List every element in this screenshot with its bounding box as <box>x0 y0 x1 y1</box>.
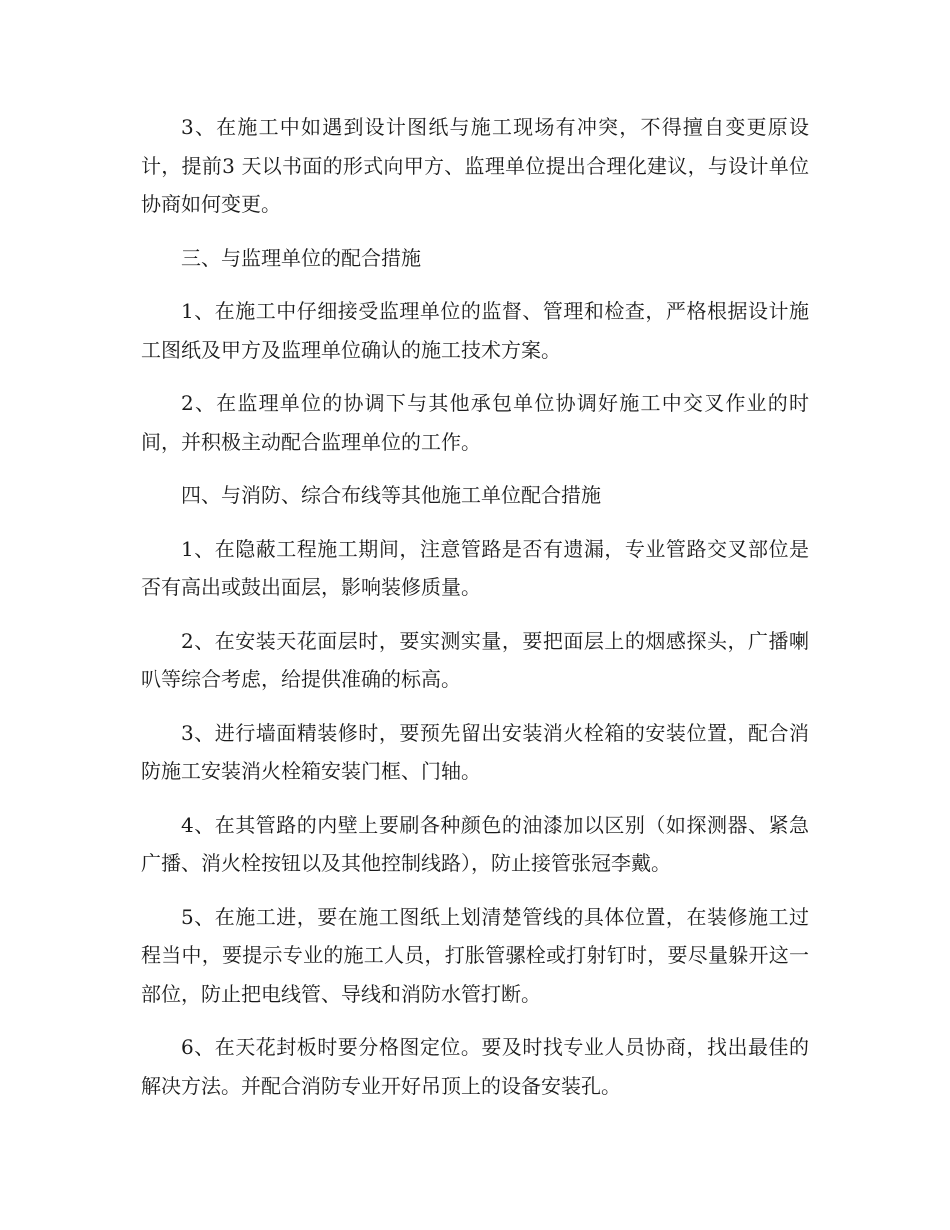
paragraph-supervision-2: 2、在监理单位的协调下与其他承包单位协调好施工中交叉作业的时间，并积极主动配合监理单位的工作。 <box>141 391 809 454</box>
section-heading-supervision: 三、与监理单位的配合措施 <box>181 245 421 270</box>
paragraph-fire-5: 5、在施工进，要在施工图纸上划清楚管线的具体位置，在装修施工过程当中，要提示专业的施工人员，打胀管骡栓或打射钉时，要尽量躲开这一部位，防止把电线管、导线和消防水管打断。 <box>141 904 809 1006</box>
section-heading-fire-cabling: 四、与消防、综合布线等其他施工单位配合措施 <box>181 483 601 507</box>
document-body <box>141 108 809 1120</box>
paragraph-fire-1: 1、在隐蔽工程施工期间，注意管路是否有遗漏，专业管路交叉部位是否有高出或鼓出面层，影响装修质量。 <box>141 536 809 599</box>
paragraph-fire-2: 2、在安装天花面层时，要实测实量，要把面层上的烟感探头，广播喇叭等综合考虑，给提供准确的标高。 <box>141 628 809 691</box>
paragraph-fire-4: 4、在其管路的内壁上要刷各种颜色的油漆加以区别（如探测器、紧急广播、消火栓按钮以及其他控制线路），防止接管张冠李戴。 <box>141 812 809 875</box>
paragraph-design-conflict: 3、在施工中如遇到设计图纸与施工现场有冲突，不得擅自变更原设计，提前3 天以书面的形式向甲方、监理单位提出合理化建议，与设计单位协商如何变更。 <box>141 115 809 216</box>
paragraph-fire-6: 6、在天花封板时要分格图定位。要及时找专业人员协商，找出最佳的解决方法。并配合消防专业开好吊顶上的设备安装孔。 <box>141 1035 809 1098</box>
paragraph-supervision-1: 1、在施工中仔细接受监理单位的监督、管理和检查，严格根据设计施工图纸及甲方及监理单位确认的施工技术方案。 <box>141 299 809 362</box>
paragraph-fire-3: 3、进行墙面精装修时，要预先留出安装消火栓箱的安装位置，配合消防施工安装消火栓箱安装门框、门轴。 <box>141 720 809 783</box>
